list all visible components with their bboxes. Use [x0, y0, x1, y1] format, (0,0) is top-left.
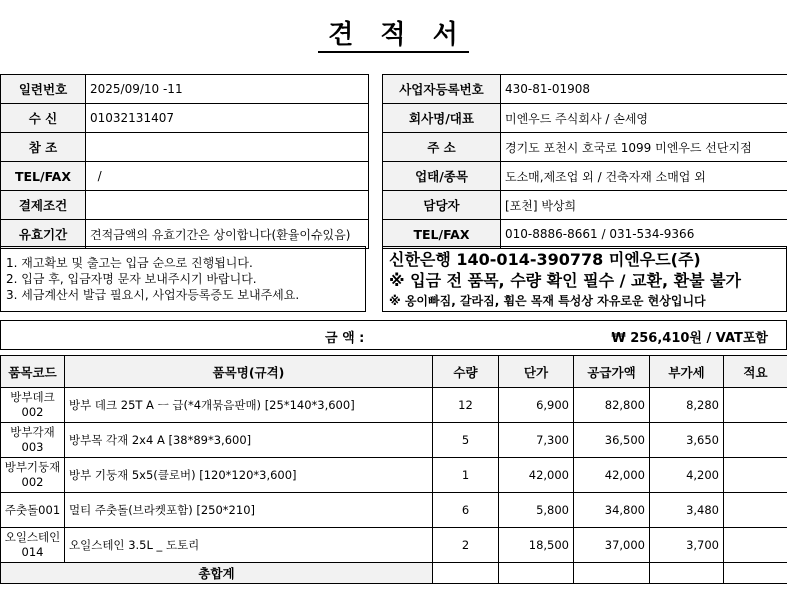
customer-info-value: 2025/09/10 -11 — [86, 75, 369, 104]
header-note: 적요 — [724, 356, 787, 388]
item-vat: 3,480 — [650, 493, 724, 528]
item-price: 6,900 — [499, 388, 574, 423]
item-vat: 4,200 — [650, 458, 724, 493]
document-title — [0, 14, 787, 51]
item-price: 7,300 — [499, 423, 574, 458]
supplier-info-row — [383, 104, 787, 133]
amount-value: ₩ 256,410원 / VAT포함 — [611, 331, 768, 346]
supplier-info-label: 담당자 — [383, 191, 501, 220]
supplier-info-label: 회사명/대표 — [383, 104, 501, 133]
table-row — [1, 423, 787, 458]
customer-info-label: 유효기간 — [1, 220, 86, 249]
item-price: 18,500 — [499, 528, 574, 563]
customer-info-label: 결제조건 — [1, 191, 86, 220]
table-row — [1, 528, 787, 563]
customer-info-row — [1, 162, 369, 191]
items-table — [0, 355, 787, 584]
item-supply: 82,800 — [574, 388, 650, 423]
total-cell — [650, 563, 724, 584]
customer-info-value — [86, 133, 369, 162]
item-note — [724, 458, 787, 493]
supplier-info-label: TEL/FAX — [383, 220, 501, 249]
item-code: 방부데크 002 — [1, 388, 65, 423]
bank-info-box — [382, 246, 787, 312]
amount-label: 금 액 : — [325, 331, 365, 346]
total-row — [1, 563, 787, 584]
item-note — [724, 528, 787, 563]
item-vat: 8,280 — [650, 388, 724, 423]
table-row — [1, 458, 787, 493]
total-cell — [433, 563, 499, 584]
supplier-info-label: 사업자등록번호 — [383, 75, 501, 104]
total-cell — [499, 563, 574, 584]
total-cell — [724, 563, 787, 584]
customer-info-value: 견적금액의 유효기간은 상이합니다(환율이슈있음) — [86, 220, 369, 249]
item-vat: 3,700 — [650, 528, 724, 563]
total-label: 총합계 — [1, 563, 433, 584]
item-name: 멀티 주춧돌(브라켓포함) [250*210] — [65, 493, 433, 528]
customer-info-label: 일련번호 — [1, 75, 86, 104]
table-row — [1, 388, 787, 423]
supplier-info-row — [383, 220, 787, 249]
customer-info-label: TEL/FAX — [1, 162, 86, 191]
item-code: 방부기둥재 002 — [1, 458, 65, 493]
total-cell — [574, 563, 650, 584]
header-qty: 수량 — [433, 356, 499, 388]
wood-notice: ※ 옹이빠짐, 갈라짐, 휨은 목재 특성상 자유로운 현상입니다 — [389, 294, 706, 308]
customer-info-label: 참 조 — [1, 133, 86, 162]
item-qty: 6 — [433, 493, 499, 528]
supplier-info-value: 010-8886-8661 / 031-534-9366 — [501, 220, 787, 249]
supplier-info-value: 430-81-01908 — [501, 75, 787, 104]
supplier-info-value: 도소매,제조업 외 / 건축자재 소매업 외 — [501, 162, 787, 191]
item-name: 방부 데크 25T A ㅡ 급(*4개묶음판매) [25*140*3,600] — [65, 388, 433, 423]
item-qty: 12 — [433, 388, 499, 423]
item-name: 오일스테인 3.5L _ 도토리 — [65, 528, 433, 563]
item-supply: 34,800 — [574, 493, 650, 528]
customer-info-label: 수 신 — [1, 104, 86, 133]
header-price: 단가 — [499, 356, 574, 388]
item-price: 5,800 — [499, 493, 574, 528]
table-row — [1, 493, 787, 528]
header-name: 품목명(규격) — [65, 356, 433, 388]
item-price: 42,000 — [499, 458, 574, 493]
supplier-info-value: 미엔우드 주식회사 / 손세영 — [501, 104, 787, 133]
item-qty: 1 — [433, 458, 499, 493]
notice-box — [0, 246, 366, 312]
customer-info-table — [0, 74, 369, 249]
no-refund-warning: ※ 입금 전 품목, 수량 확인 필수 / 교환, 환불 불가 — [389, 271, 742, 290]
item-name: 방부목 각재 2x4 A [38*89*3,600] — [65, 423, 433, 458]
item-vat: 3,650 — [650, 423, 724, 458]
supplier-info-row — [383, 191, 787, 220]
supplier-info-table — [382, 74, 787, 249]
supplier-info-row — [383, 75, 787, 104]
notice-line: 1. 재고확보 및 출고는 입금 순으로 진행됩니다. — [6, 256, 253, 270]
item-code: 주춧돌001 — [1, 493, 65, 528]
items-header-row — [1, 356, 787, 388]
supplier-info-row — [383, 162, 787, 191]
item-supply: 37,000 — [574, 528, 650, 563]
header-supply: 공급가액 — [574, 356, 650, 388]
supplier-info-row — [383, 133, 787, 162]
item-code: 오일스테인 014 — [1, 528, 65, 563]
document-title-text: 견 적 서 — [318, 20, 468, 53]
supplier-info-label: 주 소 — [383, 133, 501, 162]
notice-line: 3. 세금계산서 발급 필요시, 사업자등록증도 보내주세요. — [6, 288, 300, 302]
amount-bar — [0, 320, 787, 350]
supplier-info-value: 경기도 포천시 호국로 1099 미엔우드 선단지점 — [501, 133, 787, 162]
customer-info-row — [1, 191, 369, 220]
item-supply: 36,500 — [574, 423, 650, 458]
customer-info-row — [1, 133, 369, 162]
supplier-info-label: 업태/종목 — [383, 162, 501, 191]
item-note — [724, 423, 787, 458]
customer-info-value: / — [86, 162, 369, 191]
item-code: 방부각재 003 — [1, 423, 65, 458]
item-note — [724, 493, 787, 528]
header-code: 품목코드 — [1, 356, 65, 388]
item-note — [724, 388, 787, 423]
customer-info-row — [1, 104, 369, 133]
notice-line: 2. 입금 후, 입금자명 문자 보내주시기 바랍니다. — [6, 272, 257, 286]
customer-info-row — [1, 75, 369, 104]
customer-info-row — [1, 220, 369, 249]
item-qty: 5 — [433, 423, 499, 458]
customer-info-value — [86, 191, 369, 220]
item-name: 방부 기둥재 5x5(클로버) [120*120*3,600] — [65, 458, 433, 493]
item-qty: 2 — [433, 528, 499, 563]
item-supply: 42,000 — [574, 458, 650, 493]
customer-info-value: 01032131407 — [86, 104, 369, 133]
supplier-info-value: [포천] 박상희 — [501, 191, 787, 220]
header-vat: 부가세 — [650, 356, 724, 388]
bank-account: 신한은행 140-014-390778 미엔우드(주) — [389, 250, 701, 269]
